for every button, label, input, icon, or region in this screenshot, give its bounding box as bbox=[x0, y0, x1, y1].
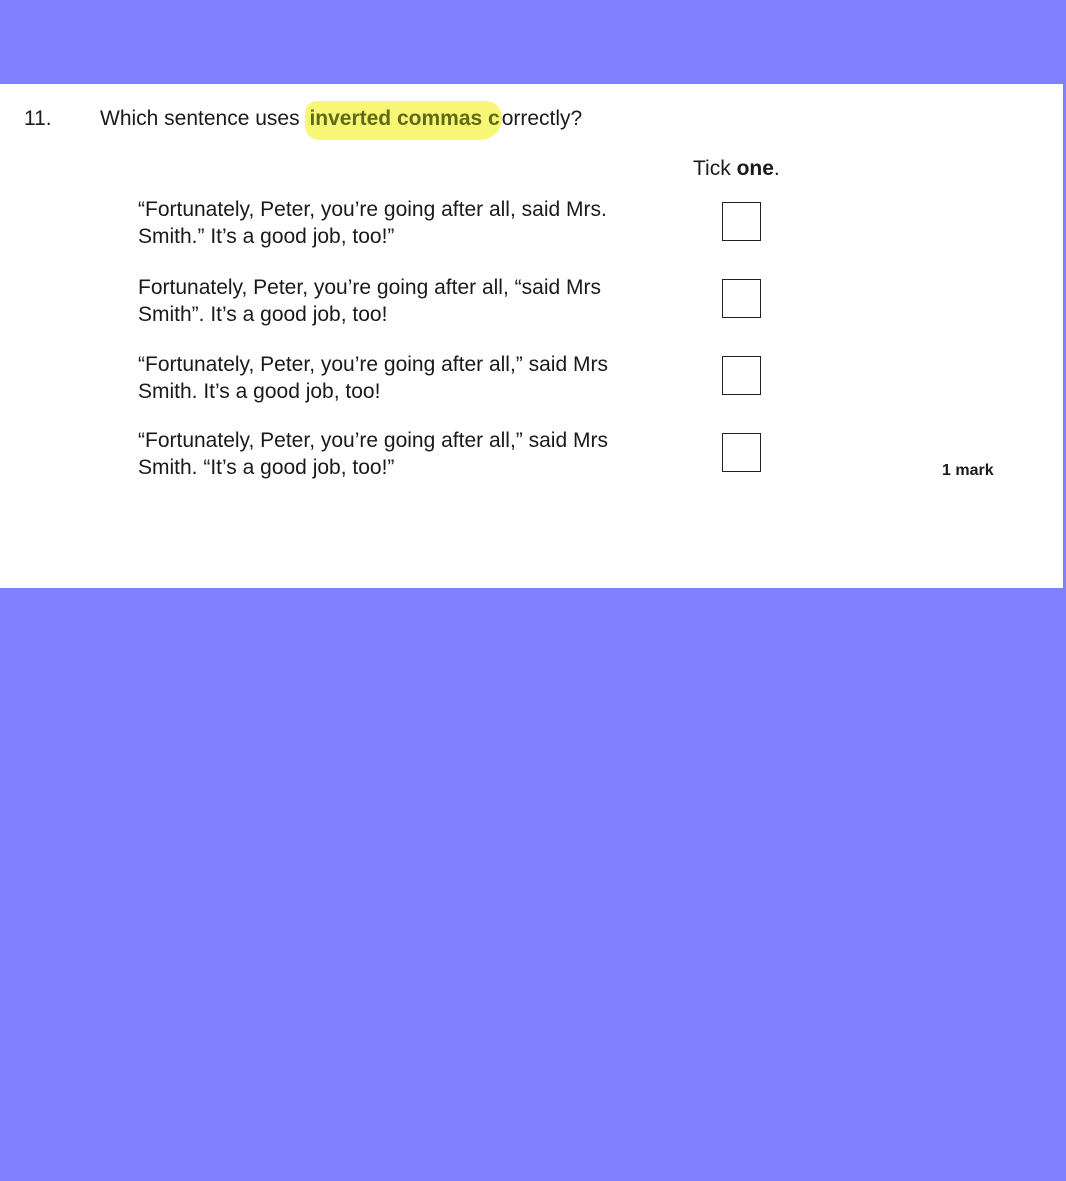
option-2 bbox=[138, 274, 683, 328]
option-2-line-1: Fortunately, Peter, you’re going after all, “said Mrs bbox=[138, 276, 601, 299]
question-text bbox=[100, 107, 582, 131]
option-2-checkbox[interactable] bbox=[722, 279, 761, 318]
option-2-line-2: Smith”. It’s a good job, too! bbox=[138, 303, 388, 326]
option-4 bbox=[138, 427, 683, 481]
tick-bold: one bbox=[736, 157, 774, 180]
option-3-line-2: Smith. It’s a good job, too! bbox=[138, 380, 381, 403]
option-3 bbox=[138, 351, 683, 405]
option-3-line-1: “Fortunately, Peter, you’re going after all,” said Mrs bbox=[138, 353, 608, 376]
highlighted-term: inverted commas c bbox=[305, 101, 501, 140]
question-text-start: Which sentence uses bbox=[100, 107, 306, 130]
tick-suffix: . bbox=[773, 157, 780, 180]
option-3-checkbox[interactable] bbox=[722, 356, 761, 395]
question-sheet bbox=[0, 84, 1063, 588]
option-1-line-2: Smith.” It’s a good job, too!” bbox=[138, 225, 395, 248]
option-4-line-1: “Fortunately, Peter, you’re going after all,” said Mrs bbox=[138, 429, 608, 452]
tick-prefix: Tick bbox=[693, 157, 737, 180]
question-text-end: orrectly? bbox=[501, 107, 583, 130]
question-number: 11. bbox=[24, 107, 52, 130]
option-1-line-1: “Fortunately, Peter, you’re going after all, said Mrs. bbox=[138, 198, 607, 221]
mark-allocation: 1 mark bbox=[942, 462, 994, 479]
option-4-checkbox[interactable] bbox=[722, 433, 761, 472]
option-4-line-2: Smith. “It’s a good job, too!” bbox=[138, 456, 395, 479]
option-1 bbox=[138, 196, 683, 250]
option-1-checkbox[interactable] bbox=[722, 202, 761, 241]
tick-instruction bbox=[693, 157, 780, 181]
